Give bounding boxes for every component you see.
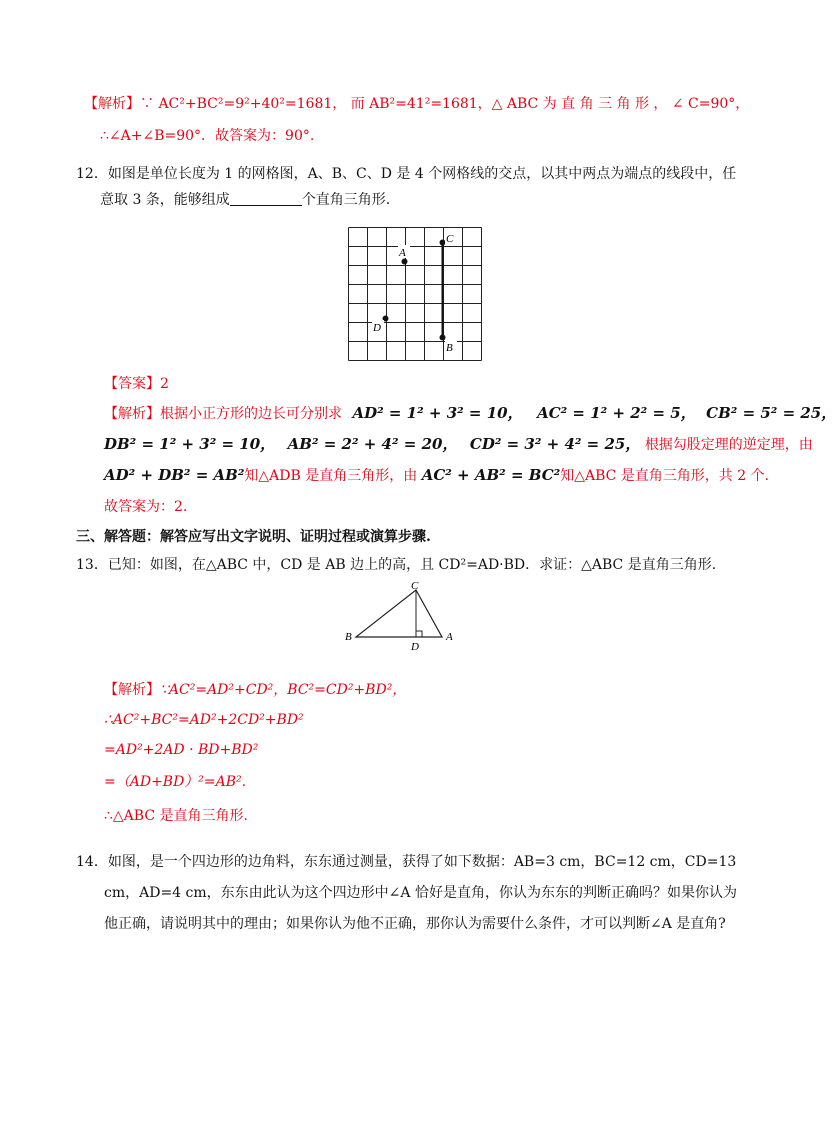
q14-question-line2: cm，AD=4 cm，东东由此认为这个四边形中∠A 恰好是直角，你认为东东的判断正确吗？如果你认为 bbox=[104, 885, 737, 901]
eq-sum-adb: AD² + DB² = AB² bbox=[104, 466, 245, 484]
fig-label-c: C bbox=[411, 580, 419, 592]
q13-text: 已知：如图，在△ABC 中，CD 是 AB 边上的高，且 CD²=AD·BD．求证：△ABC 是直角三角形. bbox=[107, 557, 717, 573]
q14-text-line1: 如图，是一个四边形的边角料，东东通过测量，获得了如下数据：AB=3 cm，BC=12 cm，CD=13 bbox=[107, 854, 737, 870]
right-angle-mark bbox=[416, 631, 422, 637]
q12-question-line2 bbox=[100, 190, 390, 210]
q12-text-line1: 如图是单位长度为 1 的网格图，A、B、C、D 是 4 个网格线的交点，以其中两点为端点的线段中，任 bbox=[107, 166, 737, 182]
q13-proof-label: 【解析】 bbox=[104, 682, 160, 698]
eq-db: DB² = 1² + 3² = 10， bbox=[104, 435, 276, 453]
q11-analysis-text: ∵ AC²+BC²=9²+40²=1681， 而 AB²=41²=1681，△ ABC 为 直 角 三 角 形 ， ∠ C=90°， bbox=[140, 96, 750, 112]
q13-proof-text1: ∵AC²=AD²+CD²，BC²=CD²+BD²， bbox=[160, 682, 407, 698]
point-a bbox=[402, 259, 408, 265]
q12-analysis-line2-tail: 根据勾股定理的逆定理，由 bbox=[644, 437, 813, 453]
q13-question bbox=[76, 555, 716, 575]
label-d: D bbox=[373, 322, 381, 334]
answer-blank bbox=[230, 191, 302, 206]
q12-answer: 【答案】2 bbox=[104, 376, 169, 392]
q13-proof-line5: ∴△ABC 是直角三角形. bbox=[104, 808, 248, 824]
q12-text-line2a: 意取 3 条，能够组成 bbox=[100, 192, 230, 208]
q12-number: 12． bbox=[76, 166, 108, 182]
q13-proof-line3: =AD²+2AD · BD+BD² bbox=[104, 742, 259, 758]
q12-question-line1 bbox=[76, 164, 736, 184]
q14-question-line1 bbox=[76, 852, 736, 872]
q11-analysis-line2: ∴∠A+∠B=90°．故答案为：90°. bbox=[100, 128, 315, 144]
q12-analysis-label: 【解析】 bbox=[104, 406, 160, 422]
fig-label-a: A bbox=[446, 631, 453, 643]
q14-number: 14． bbox=[76, 854, 108, 870]
eq-cb: CB² = 5² = 25， bbox=[706, 404, 836, 422]
q12-analysis-line1 bbox=[104, 403, 836, 424]
point-c bbox=[440, 240, 446, 246]
q12-analysis-line3-tail: 知△ABC 是直角三角形，共 2 个. bbox=[560, 468, 770, 484]
point-b bbox=[440, 335, 446, 341]
q13-proof-line4: =（AD+BD）²=AB². bbox=[104, 774, 247, 790]
q12-analysis-intro: 根据小正方形的边长可分别求 bbox=[160, 406, 342, 422]
q13-number: 13． bbox=[76, 557, 108, 573]
label-a: A bbox=[399, 247, 406, 259]
fig-label-b: B bbox=[345, 631, 352, 643]
section-heading: 三、解答题：解答应写出文字说明、证明过程或演算步骤. bbox=[76, 529, 431, 545]
eq-ab: AB² = 2² + 4² = 20， bbox=[287, 435, 458, 453]
eq-cd: CD² = 3² + 4² = 25， bbox=[469, 435, 641, 453]
eq-ad: AD² = 1² + 3² = 10， bbox=[352, 404, 523, 422]
q12-grid-figure bbox=[346, 225, 482, 357]
eq-sum-abc: AC² + AB² = BC² bbox=[421, 466, 561, 484]
eq-ac: AC² = 1² + 2² = 5， bbox=[537, 404, 696, 422]
label-c: C bbox=[446, 233, 454, 245]
q14-question-line3: 他正确，请说明其中的理由；如果你认为他不正确，那你认为需要什么条件，才可以判断∠A 是直角? bbox=[104, 916, 726, 932]
q13-triangle-figure bbox=[340, 582, 464, 654]
q12-analysis-line3 bbox=[104, 465, 769, 486]
q11-analysis-line1 bbox=[84, 94, 749, 114]
q13-proof-line1 bbox=[104, 680, 406, 700]
q12-final-answer: 故答案为：2. bbox=[104, 499, 188, 515]
grid-lines bbox=[349, 228, 482, 361]
fig-label-d: D bbox=[411, 641, 419, 653]
q12-text-line2b: 个直角三角形. bbox=[301, 192, 391, 208]
label-b: B bbox=[446, 342, 453, 354]
q12-analysis-line3-mid: 知△ADB 是直角三角形，由 bbox=[244, 468, 418, 484]
q11-analysis-label: 【解析】 bbox=[84, 96, 140, 112]
q13-proof-line2: ∴AC²+BC²=AD²+2CD²+BD² bbox=[104, 712, 304, 728]
triangle-abc bbox=[356, 590, 442, 637]
q12-analysis-line2 bbox=[104, 434, 813, 455]
